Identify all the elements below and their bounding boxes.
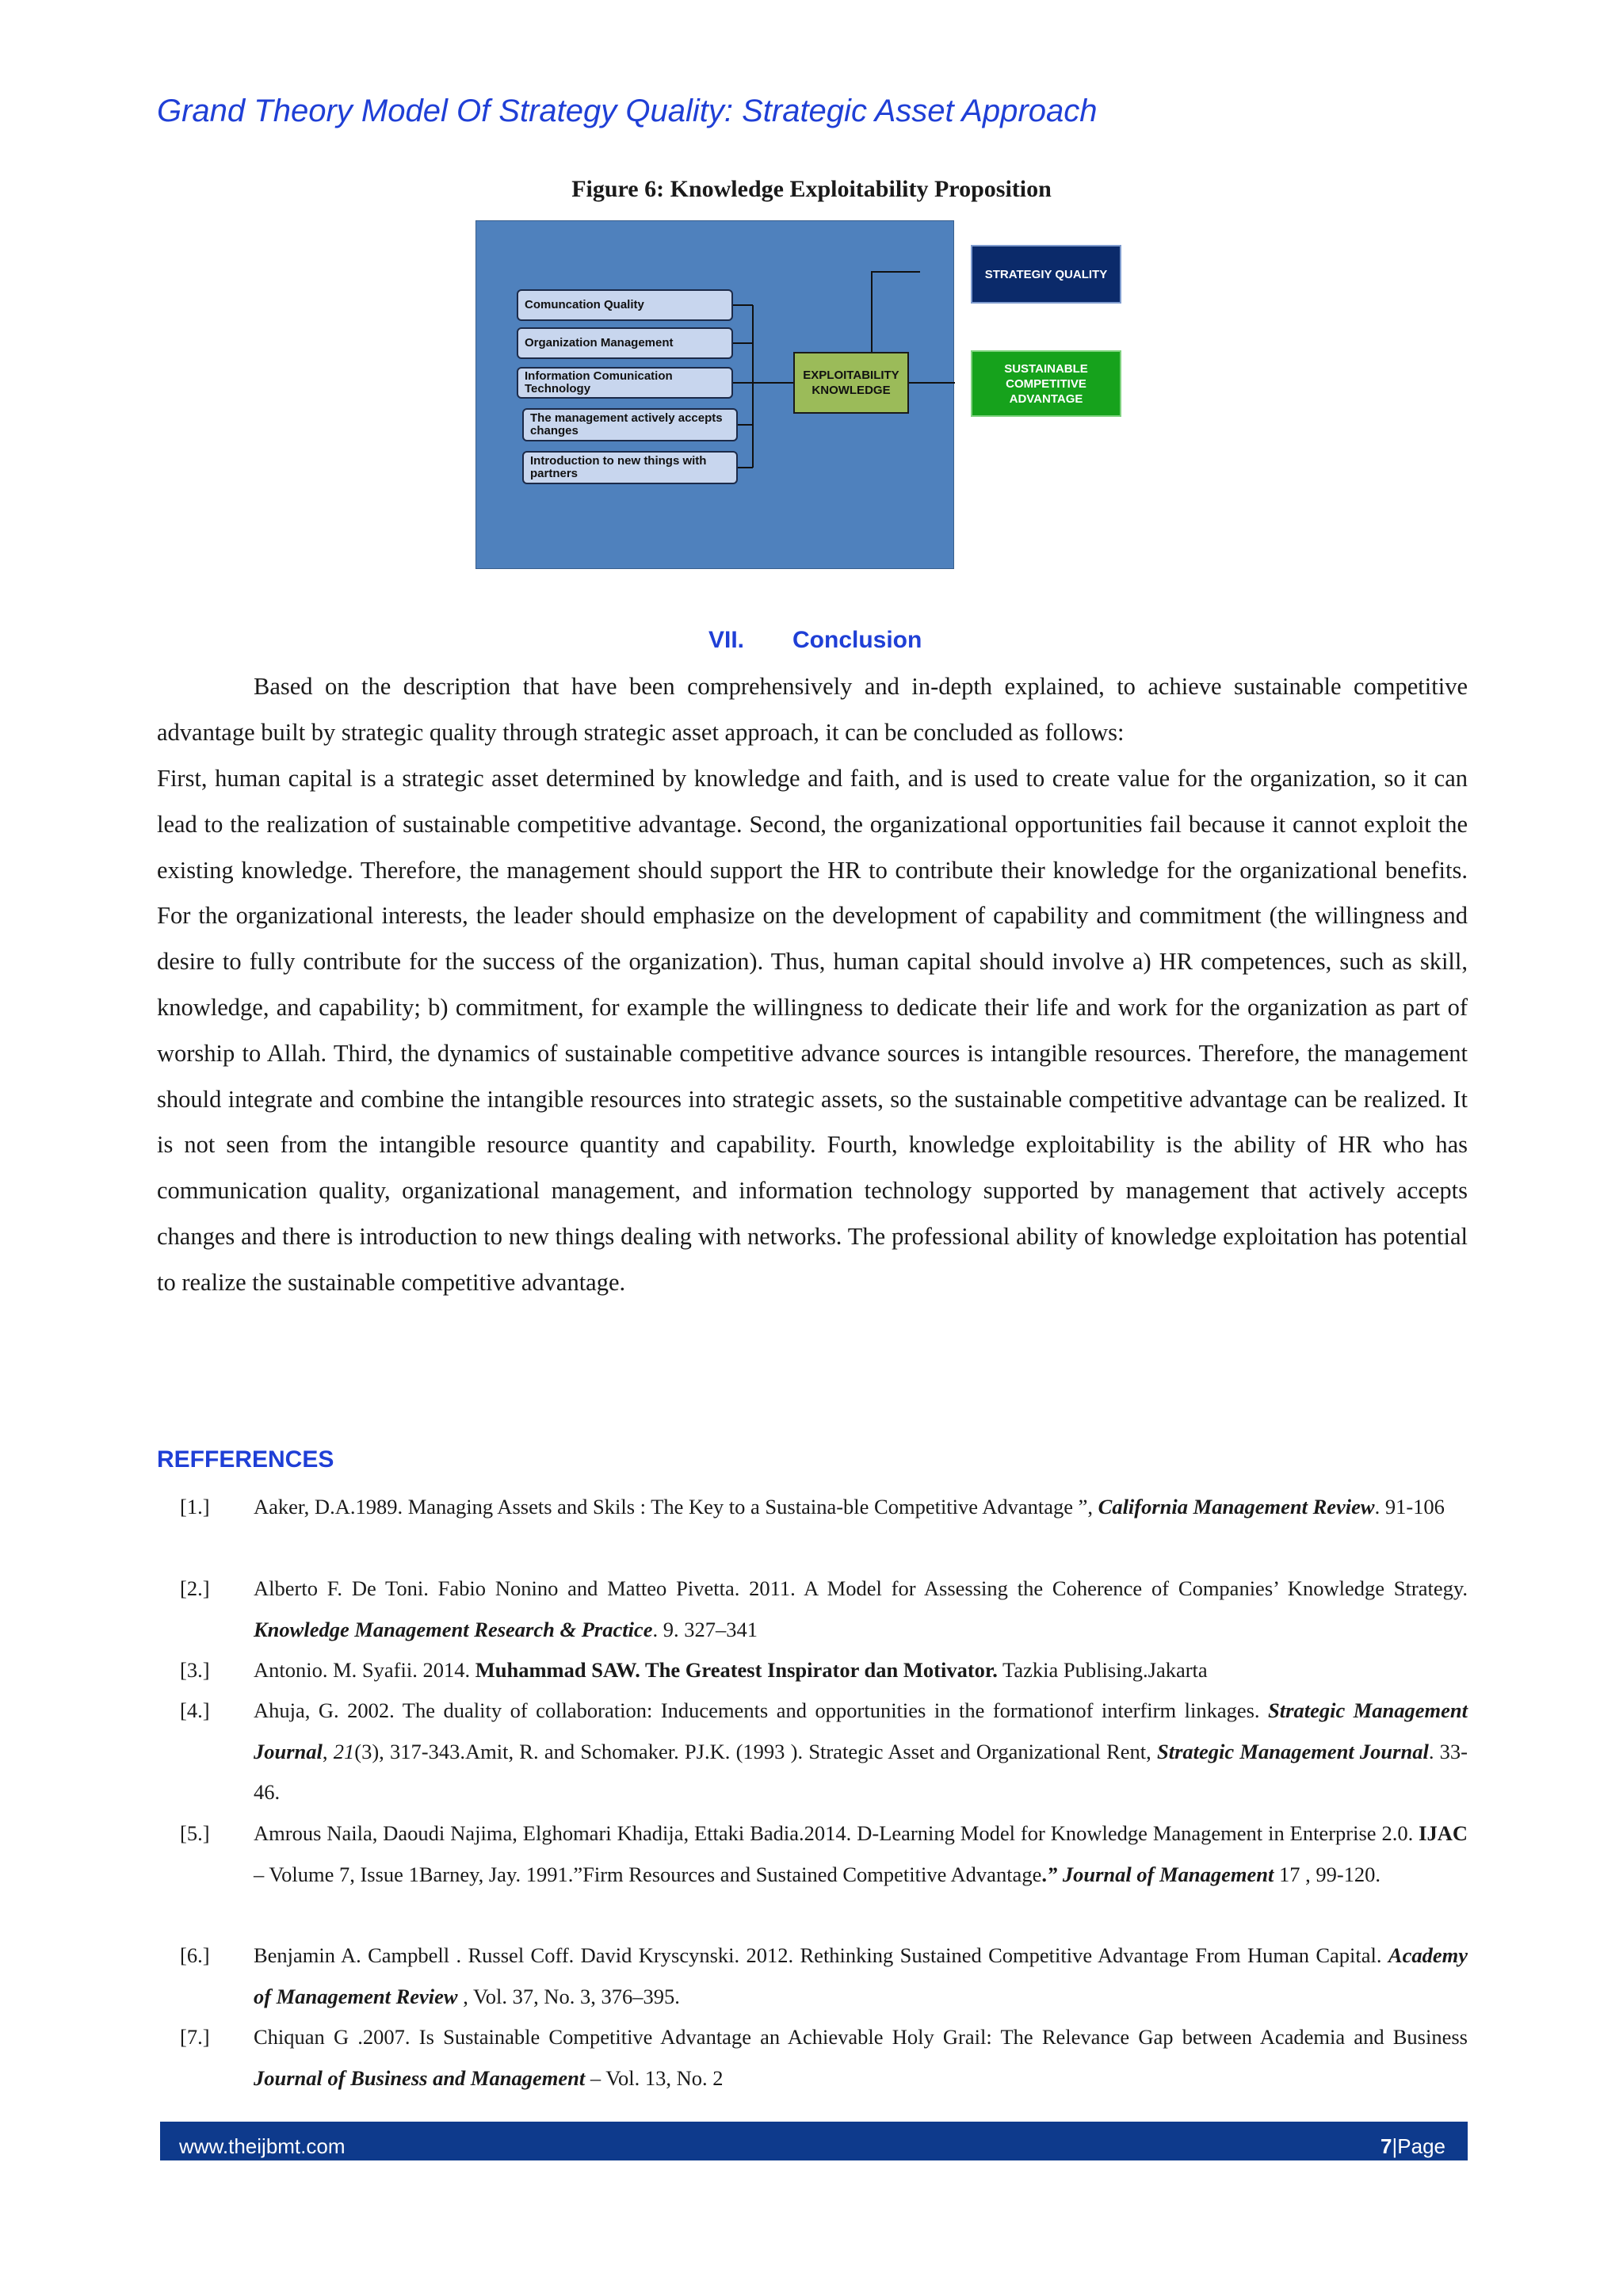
references-heading: REFFERENCES: [157, 1446, 334, 1473]
reference-text: Tazkia Publising.Jakarta: [997, 1658, 1208, 1682]
section-title: Conclusion: [792, 627, 922, 653]
reference-number: [4.]: [180, 1698, 210, 1722]
reference-text: . 33-46.: [254, 1739, 1468, 1804]
reference-text: , Vol. 37, No. 3, 376–395.: [457, 1984, 680, 2008]
knowledge-exploitability-figure: [475, 220, 1108, 569]
reference-text: .: [1041, 1862, 1047, 1886]
reference-text: ,: [322, 1739, 334, 1763]
reference-item: [180, 2017, 1468, 2099]
factor-information-technology: Information Comunication Technology: [517, 367, 733, 399]
sustainable-competitive-advantage-box: SUSTAINABLE COMPETITIVE ADVANTAGE: [971, 350, 1121, 417]
reference-text: (3), 317-343.Amit, R. and Schomaker. PJ.K. (1993 ). Strategic Asset and Organizational Rent,: [354, 1739, 1157, 1763]
reference-item: [180, 1487, 1468, 1528]
reference-text: Aaker, D.A.1989. Managing Assets and Skils : The Key to a Sustaina-ble Competitive Advantage ”,: [254, 1495, 1098, 1519]
strategy-connector: [872, 272, 920, 364]
conclusion-body-paragraph: First, human capital is a strategic asset determined by knowledge and faith, and is used to create value for the organization, so it can lead to the realization of sustainable competitive advantage. Second, the organizational opportunities fail because it cannot exploit the existing knowledge. Therefore, the management should support the HR to contribute their knowledge for the organizational benefits. For the organizational interests, the leader should emphasize on the development of capability and commitment (the willingness and desire to fully contribute for the success of the organization). Thus, human capital should involve a) HR competences, such as skill, knowledge, and capability; b) commitment, for example the willingness to dedicate their life and work for the organization as part of worship to Allah. Third, the dynamics of sustainable competitive advance sources is intangible resources. Therefore, the management should integrate and combine the intangible resources into strategic assets, so the sustainable competitive advantage can be realized. It is not seen from the intangible resource quantity and capability. Fourth, knowledge exploitability is the ability of HR who has communication quality, organizational management, and information technology supported by management that actively accepts changes and there is introduction to new things dealing with networks. The professional ability of knowledge exploitation has potential to realize the sustainable competitive advantage.: [157, 765, 1468, 1296]
strategy-quality-box: STRATEGIY QUALITY: [971, 245, 1121, 304]
reference-number: [7.]: [180, 2025, 210, 2049]
reference-number: [1.]: [180, 1495, 210, 1519]
reference-number: [6.]: [180, 1943, 210, 1967]
reference-journal: IJAC: [1419, 1821, 1468, 1845]
section-heading: [708, 627, 922, 654]
figure-caption: Figure 6: Knowledge Exploitability Proposition: [571, 176, 1052, 202]
reference-item: [180, 1690, 1468, 1813]
reference-text: Benjamin A. Campbell . Russel Coff. David Kryscynski. 2012. Rethinking Sustained Competitive Advantage From Human Capital.: [254, 1943, 1388, 1967]
page-footer: [160, 2122, 1468, 2160]
reference-text: – Vol. 13, No. 2: [585, 2065, 724, 2090]
reference-number: [2.]: [180, 1576, 210, 1600]
reference-text: Ahuja, G. 2002. The duality of collaboration: Inducements and opportunities in the formationof interfirm linkages.: [254, 1698, 1269, 1722]
reference-text: 17 , 99-120.: [1274, 1862, 1381, 1886]
page-separator: |: [1392, 2134, 1398, 2158]
reference-item: [180, 1813, 1468, 1895]
reference-journal: Strategic Management Journal: [1157, 1739, 1429, 1763]
reference-text: . 91-106: [1374, 1495, 1445, 1519]
running-title: Grand Theory Model Of Strategy Quality: Strategic Asset Approach: [157, 94, 1098, 128]
reference-volume: 21: [333, 1739, 355, 1763]
factor-communication-quality: Comuncation Quality: [517, 289, 733, 321]
reference-text: Alberto F. De Toni. Fabio Nonino and Matteo Pivetta. 2011. A Model for Assessing the Coherence of Companies’ Knowledge Strategy.: [254, 1576, 1468, 1600]
reference-text: Chiquan G .2007. Is Sustainable Competitive Advantage an Achievable Holy Grail: The Relevance Gap between Academia and Business: [254, 2025, 1468, 2049]
reference-item: [180, 1568, 1468, 1650]
exploitability-knowledge-box: EXPLOITABILITY KNOWLEDGE: [793, 352, 909, 414]
reference-title: Muhammad SAW. The Greatest Inspirator dan Motivator.: [475, 1658, 998, 1682]
reference-number: [5.]: [180, 1821, 210, 1845]
factor-management-accepts-changes: The management actively accepts changes: [522, 408, 738, 441]
reference-item: [180, 1650, 1468, 1691]
reference-number: [3.]: [180, 1658, 210, 1682]
reference-journal: Journal of Business and Management: [254, 2065, 586, 2090]
reference-journal: ” Journal of Management: [1046, 1862, 1274, 1886]
footer-page: [1381, 2134, 1445, 2159]
reference-text: Antonio. M. Syafii. 2014.: [254, 1658, 475, 1682]
reference-journal: Knowledge Management Research & Practice: [254, 1617, 653, 1641]
reference-text: Amrous Naila, Daoudi Najima, Elghomari Khadija, Ettaki Badia.2014. D-Learning Model for Knowledge Management in Enterprise 2.0.: [254, 1821, 1419, 1845]
footer-url[interactable]: www.theijbmt.com: [179, 2134, 346, 2158]
reference-journal: Academy of Management Review: [254, 1943, 1468, 2008]
reference-journal: Strategic Management Journal: [254, 1698, 1468, 1763]
factor-introduction-new-things: Introduction to new things with partners: [522, 451, 738, 484]
factor-organization-management: Organization Management: [517, 327, 733, 359]
reference-item: [180, 1935, 1468, 2017]
section-number: VII.: [708, 627, 745, 653]
page-label: Page: [1397, 2134, 1445, 2158]
page-number: 7: [1381, 2134, 1392, 2158]
reference-text: . 9. 327–341: [652, 1617, 758, 1641]
conclusion-intro-paragraph: Based on the description that have been comprehensively and in-depth explained, to achieve sustainable competitive advantage built by strategic quality through strategic asset approach, it can be concluded as follows:: [157, 673, 1468, 746]
reference-text: – Volume 7, Issue 1Barney, Jay. 1991.”Firm Resources and Sustained Competitive Advantage: [254, 1862, 1042, 1886]
reference-journal: California Management Review: [1098, 1495, 1375, 1519]
